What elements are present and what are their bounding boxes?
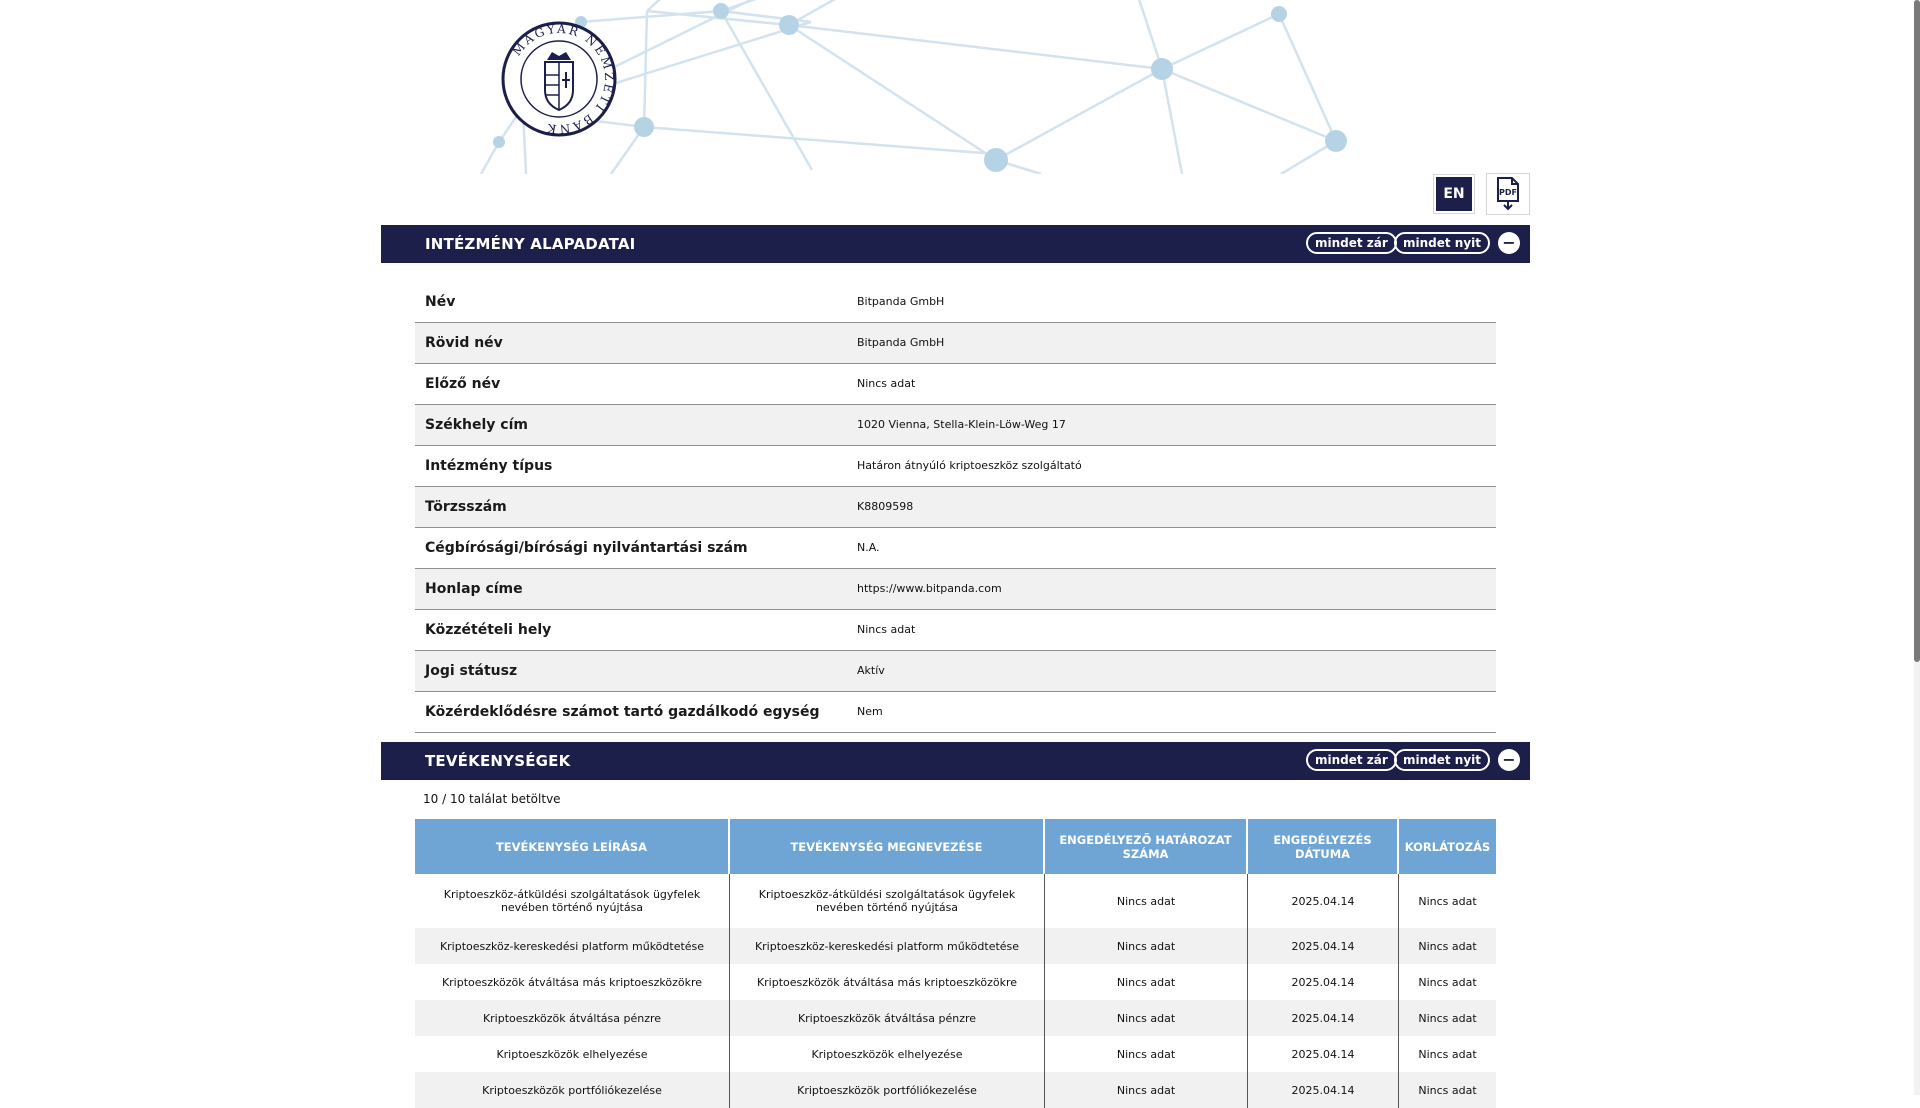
table-cell: Kriptoeszköz-átküldési szolgáltatások ügyfelek nevében történő nyújtása [730, 874, 1045, 928]
basic-data-table [415, 282, 1496, 733]
info-row [415, 651, 1496, 692]
table-cell: 2025.04.14 [1248, 1072, 1399, 1108]
table-row [415, 928, 1496, 964]
website-link[interactable]: https://www.bitpanda.com [857, 582, 1002, 595]
table-cell: Nincs adat [1045, 964, 1248, 1000]
info-value: Határon átnyúló kriptoeszköz szolgáltató [857, 459, 1082, 472]
info-value: K8809598 [857, 500, 914, 513]
info-label: Név [425, 294, 456, 310]
column-header[interactable]: KORLÁTOZÁS [1404, 839, 1491, 854]
column-header[interactable]: TEVÉKENYSÉG LEÍRÁSA [415, 819, 730, 874]
table-row [415, 1036, 1496, 1072]
info-row [415, 528, 1496, 569]
basic-collapse-icon[interactable]: − [1498, 232, 1520, 254]
info-label: Törzsszám [425, 499, 507, 515]
language-label: EN [1443, 186, 1465, 202]
table-cell: Nincs adat [1418, 939, 1477, 953]
table-row [415, 1072, 1496, 1108]
mnb-seal-icon [500, 20, 618, 138]
info-row [415, 364, 1496, 405]
table-cell: 2025.04.14 [1248, 1000, 1399, 1036]
info-value: Nincs adat [857, 623, 916, 636]
table-cell: 2025.04.14 [1248, 928, 1399, 964]
table-cell: Kriptoeszközök átváltása pénzre [730, 1000, 1045, 1036]
result-count: 10 / 10 találat betöltve [423, 792, 561, 806]
activities-collapse-icon[interactable]: − [1498, 749, 1520, 771]
info-label: Rövid név [425, 335, 503, 351]
info-label: Intézmény típus [425, 458, 553, 474]
info-row [415, 282, 1496, 323]
pdf-download-icon [1495, 177, 1521, 211]
table-row [415, 1000, 1496, 1036]
info-value: Bitpanda GmbH [857, 295, 945, 308]
activities-close-all-button[interactable]: mindet zár [1306, 749, 1397, 771]
table-cell: Kriptoeszközök elhelyezése [415, 1036, 730, 1072]
info-value: Nincs adat [857, 377, 916, 390]
info-label: Közzétételi hely [425, 622, 552, 638]
pdf-download-button[interactable] [1486, 173, 1530, 215]
table-cell: Kriptoeszközök átváltása más kriptoeszközökre [415, 964, 730, 1000]
activities-open-all-button[interactable]: mindet nyit [1394, 749, 1490, 771]
info-label: Cégbírósági/bírósági nyilvántartási szám [425, 540, 748, 556]
table-cell: Nincs adat [1418, 894, 1477, 908]
table-cell: Kriptoeszköz-kereskedési platform működtetése [415, 928, 730, 964]
page-scrollbar-thumb[interactable] [1914, 0, 1920, 662]
basic-open-all-button[interactable]: mindet nyit [1394, 232, 1490, 254]
info-row [415, 569, 1496, 610]
info-value: Bitpanda GmbH [857, 336, 945, 349]
language-switch-button[interactable] [1434, 175, 1474, 213]
info-label: Közérdeklődésre számot tartó gazdálkodó egység [425, 704, 820, 720]
table-cell: Nincs adat [1045, 1072, 1248, 1108]
info-value: Nem [857, 705, 883, 718]
table-cell: Kriptoeszköz-átküldési szolgáltatások ügyfelek nevében történő nyújtása [415, 874, 730, 928]
table-cell: Nincs adat [1045, 928, 1248, 964]
table-cell: Kriptoeszközök portfóliókezelése [415, 1072, 730, 1108]
info-row [415, 487, 1496, 528]
table-cell: Kriptoeszközök átváltása más kriptoeszközökre [730, 964, 1045, 1000]
info-label: Jogi státusz [425, 663, 518, 679]
column-header[interactable]: ENGEDÉLYEZÉS DÁTUMA [1248, 819, 1399, 874]
table-cell: Kriptoeszköz-kereskedési platform működtetése [730, 928, 1045, 964]
table-row [415, 964, 1496, 1000]
basic-close-all-button[interactable]: mindet zár [1306, 232, 1397, 254]
table-row [415, 874, 1496, 928]
table-cell: Nincs adat [1418, 1011, 1477, 1025]
info-row [415, 692, 1496, 733]
basic-data-title: INTÉZMÉNY ALAPADATAI [425, 235, 636, 253]
activities-section-header[interactable] [381, 742, 1530, 780]
table-cell: 2025.04.14 [1248, 964, 1399, 1000]
table-cell: Kriptoeszközök átváltása pénzre [415, 1000, 730, 1036]
info-value: 1020 Vienna, Stella-Klein-Löw-Weg 17 [857, 418, 1066, 431]
column-header[interactable]: TEVÉKENYSÉG MEGNEVEZÉSE [730, 819, 1045, 874]
info-row [415, 446, 1496, 487]
activities-table [415, 819, 1496, 1108]
table-cell: Nincs adat [1418, 975, 1477, 989]
basic-data-section-header[interactable] [381, 225, 1530, 263]
table-cell: Nincs adat [1045, 1000, 1248, 1036]
table-cell: Kriptoeszközök portfóliókezelése [730, 1072, 1045, 1108]
column-header[interactable]: ENGEDÉLYEZŐ HATÁROZAT SZÁMA [1045, 819, 1248, 874]
mnb-logo[interactable] [500, 20, 618, 138]
info-label: Előző név [425, 376, 501, 392]
info-row [415, 405, 1496, 446]
table-cell: Kriptoeszközök elhelyezése [730, 1036, 1045, 1072]
table-header-row [415, 819, 1496, 874]
info-value: N.A. [857, 541, 880, 554]
table-cell: Nincs adat [1418, 1047, 1477, 1061]
seal-text: MAGYAR NEMZETI BANK [509, 21, 617, 137]
info-row [415, 610, 1496, 651]
table-cell: 2025.04.14 [1248, 874, 1399, 928]
table-cell: Nincs adat [1418, 1083, 1477, 1097]
table-cell: 2025.04.14 [1248, 1036, 1399, 1072]
table-cell: Nincs adat [1045, 874, 1248, 928]
table-cell: Nincs adat [1045, 1036, 1248, 1072]
info-label: Honlap címe [425, 581, 523, 597]
info-label: Székhely cím [425, 417, 528, 433]
pdf-icon-label: PDF [1499, 188, 1517, 197]
info-value: Aktív [857, 664, 885, 677]
info-row [415, 323, 1496, 364]
activities-title: TEVÉKENYSÉGEK [425, 752, 571, 770]
